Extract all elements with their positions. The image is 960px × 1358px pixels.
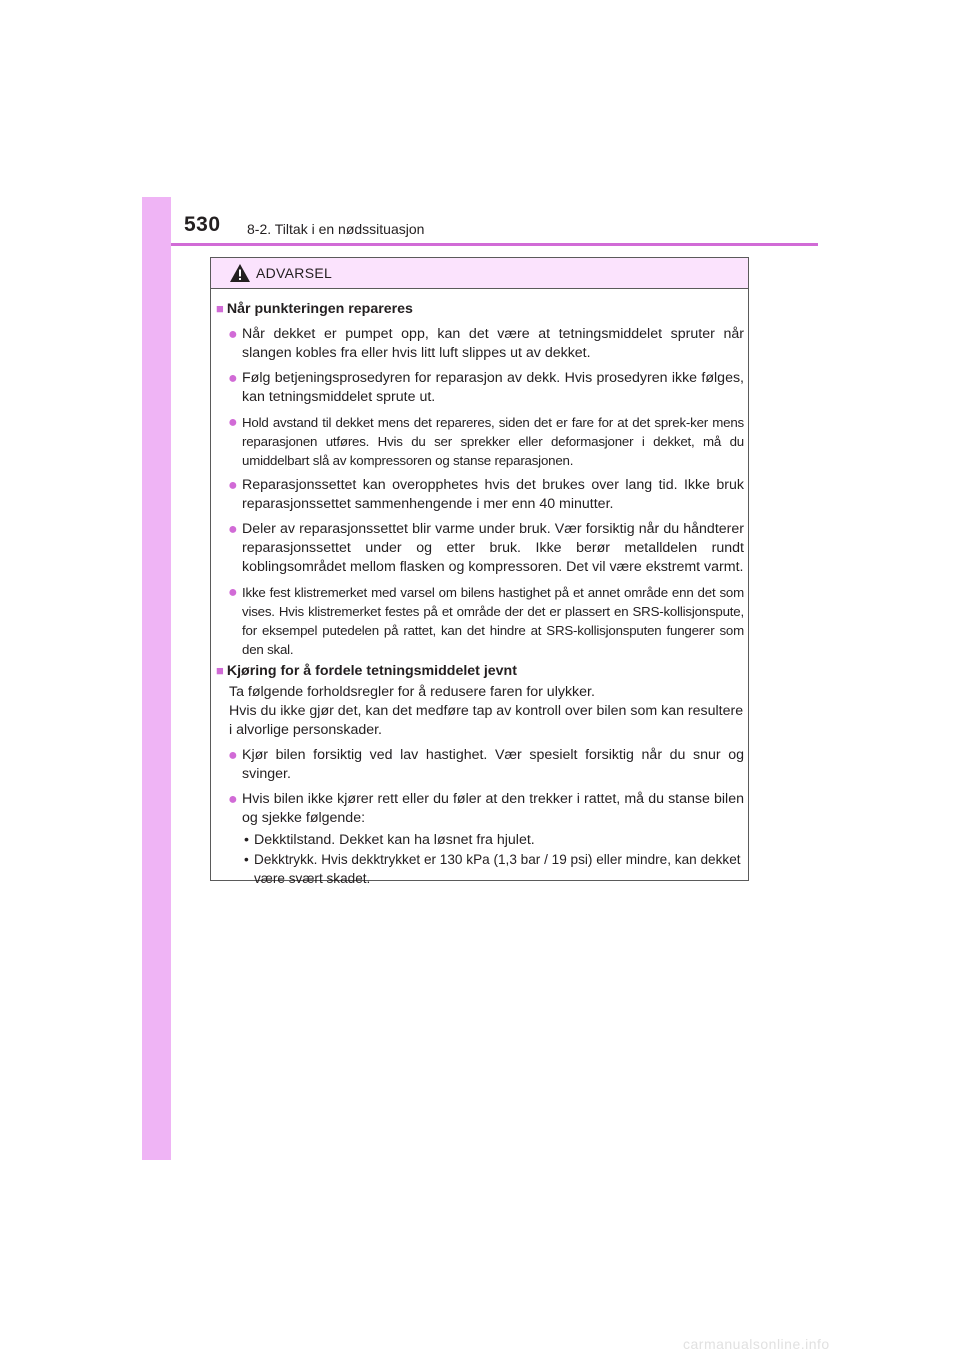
warning-body (216, 299, 744, 888)
warning-triangle-icon (229, 263, 251, 283)
list-item: ● Hvis bilen ikke kjører rett eller du føler at den trekker i rattet, må du stanse bilen og sjekke følgende: (228, 791, 744, 826)
section-title: 8-2. Tiltak i en nødssituasjon (247, 221, 425, 237)
circle-bullet-icon: ● (228, 584, 238, 601)
circle-bullet-icon: ● (228, 414, 238, 431)
warning-label: ADVARSEL (256, 265, 333, 281)
watermark: carmanualsonline.info (683, 1336, 830, 1352)
warning-header (211, 258, 748, 289)
circle-bullet-icon: ● (228, 326, 238, 343)
intro-text: Ta følgende forholdsregler for å redusere faren for ulykker. (229, 684, 595, 700)
list-item: ● Kjør bilen forsiktig ved lav hastighet. Vær spesielt forsiktig når du snur og svinger. (228, 747, 744, 782)
page-number: 530 (184, 213, 221, 236)
warning-box (210, 257, 749, 886)
circle-bullet-icon: ● (228, 791, 238, 808)
intro-text: Hvis du ikke gjør det, kan det medføre tap av kontroll over bilen som kan resultere i alvorlige personskader. (229, 703, 744, 738)
circle-bullet-icon: ● (228, 747, 238, 764)
list-item: ● Deler av reparasjonssettet blir varme under bruk. Vær forsiktig når du håndterer reparasjonssettet under og etter bruk. Ikke berør metalldelen rundt koblingsområdet mellom flasken og kompressoren. Det vil være ekstremt varmt. (228, 521, 744, 575)
section-heading: ■ Når punkteringen repareres (216, 301, 413, 317)
sub-list-item: • Dekktilstand. Dekket kan ha løsnet fra hjulet. (244, 832, 535, 848)
list-item: ● Reparasjonssettet kan overopphetes hvis det brukes over lang tid. Ikke bruk reparasjonssettet sammenhengende i mer enn 40 minutter. (228, 477, 744, 512)
circle-bullet-icon: ● (228, 477, 238, 494)
sub-list-item: • Dekktrykk. Hvis dekktrykket er 130 kPa (1,3 bar / 19 psi) eller mindre, kan dekket være svært skadet. (244, 852, 741, 886)
list-item: ● Hold avstand til dekket mens det repareres, siden det er fare for at det sprek-ker mens reparasjonen utføres. Hvis du ser sprekker eller deformasjoner i dekket, må du umiddelbart slå av kompressoren og stanse reparasjonen. (228, 414, 744, 468)
list-item: ● Når dekket er pumpet opp, kan det være at tetningsmiddelet spruter når slangen kobles fra eller hvis litt luft slippes ut av dekket. (228, 326, 744, 361)
square-bullet-icon: ■ (216, 663, 224, 678)
circle-bullet-icon: ● (228, 521, 238, 538)
side-tab-strip (142, 197, 171, 1160)
circle-bullet-icon: ● (228, 370, 238, 387)
list-item: ● Følg betjeningsprosedyren for reparasjon av dekk. Hvis prosedyren ikke følges, kan tetningsmiddelet sprute ut. (228, 370, 744, 405)
section-heading: ■ Kjøring for å fordele tetningsmiddelet jevnt (216, 663, 517, 679)
header-rule (171, 243, 818, 246)
square-bullet-icon: ■ (216, 301, 224, 316)
list-item: ● Ikke fest klistremerket med varsel om bilens hastighet på et annet område enn det som vises. Hvis klistremerket festes på et område der det er plassert en SRS-kollisjonspute, for eksempel putedelen på rattet, kan det hindre at SRS-kollisjonsputen fungerer som den skal. (228, 584, 744, 657)
